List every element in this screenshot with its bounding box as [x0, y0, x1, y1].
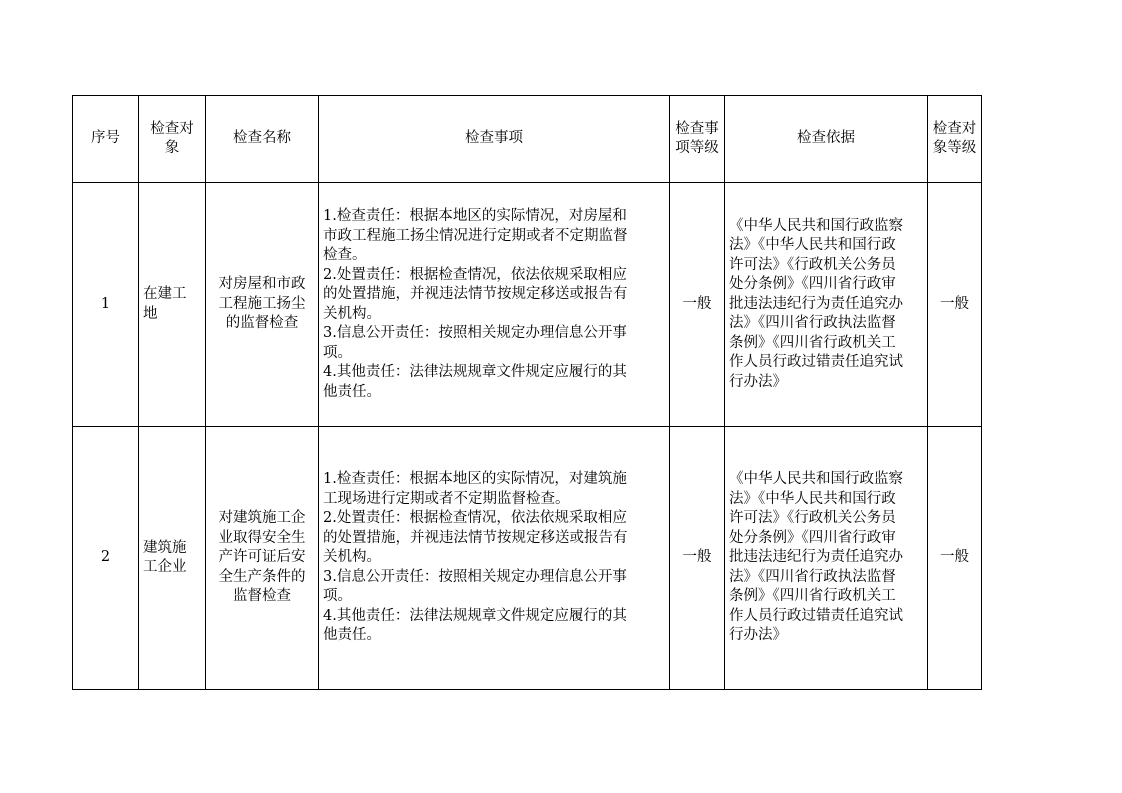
cell-items: 1.检查责任：根据本地区的实际情况，对建筑施 工现场进行定期或者不定期监督检查。 2.处置责任：根据检查情况，依法依规采取相应 的处置措施，并视违法情节按规定移送或报告有 关机构。 3.信息公开责任：按照相关规定办理信息公开事 项。 4.其他责任：法律法规规章文件规定应履行的其 他责任。 [319, 427, 670, 690]
cell-basis: 《中华人民共和国行政监察 法》《中华人民共和国行政 许可法》《行政机关公务员 处分条例》《四川省行政审 批违法违纪行为责任追究办 法》《四川省行政执法监督 条例》《四川省行政机关工 作人员行政过错责任追究试 行办法》 [725, 427, 928, 690]
cell-items: 1.检查责任：根据本地区的实际情况，对房屋和 市政工程施工扬尘情况进行定期或者不定期监督 检查。 2.处置责任：根据检查情况，依法依规采取相应 的处置措施，并视违法情节按规定移送或报告有 关机构。 3.信息公开责任：按照相关规定办理信息公开事 项。 4.其他责任：法律法规规章文件规定应履行的其 他责任。 [319, 183, 670, 427]
header-object: 检查对 象 [139, 96, 206, 183]
cell-seq: 1 [73, 183, 139, 427]
cell-name: 对建筑施工企 业取得安全生 产许可证后安 全生产条件的 监督检查 [206, 427, 319, 690]
cell-object: 在建工 地 [139, 183, 206, 427]
header-item-level: 检查事 项等级 [670, 96, 725, 183]
cell-item-level: 一般 [670, 427, 725, 690]
cell-name: 对房屋和市政 工程施工扬尘 的监督检查 [206, 183, 319, 427]
header-name: 检查名称 [206, 96, 319, 183]
cell-object-level: 一般 [928, 183, 982, 427]
header-basis: 检查依据 [725, 96, 928, 183]
cell-item-level: 一般 [670, 183, 725, 427]
cell-object: 建筑施 工企业 [139, 427, 206, 690]
cell-object-level: 一般 [928, 427, 982, 690]
table-row [73, 183, 982, 427]
cell-seq: 2 [73, 427, 139, 690]
header-items: 检查事项 [319, 96, 670, 183]
header-row [73, 96, 982, 183]
header-seq: 序号 [73, 96, 139, 183]
inspection-table [72, 95, 982, 690]
cell-basis: 《中华人民共和国行政监察 法》《中华人民共和国行政 许可法》《行政机关公务员 处分条例》《四川省行政审 批违法违纪行为责任追究办 法》《四川省行政执法监督 条例》《四川省行政机关工 作人员行政过错责任追究试 行办法》 [725, 183, 928, 427]
header-object-level: 检查对 象等级 [928, 96, 982, 183]
table-row [73, 427, 982, 690]
